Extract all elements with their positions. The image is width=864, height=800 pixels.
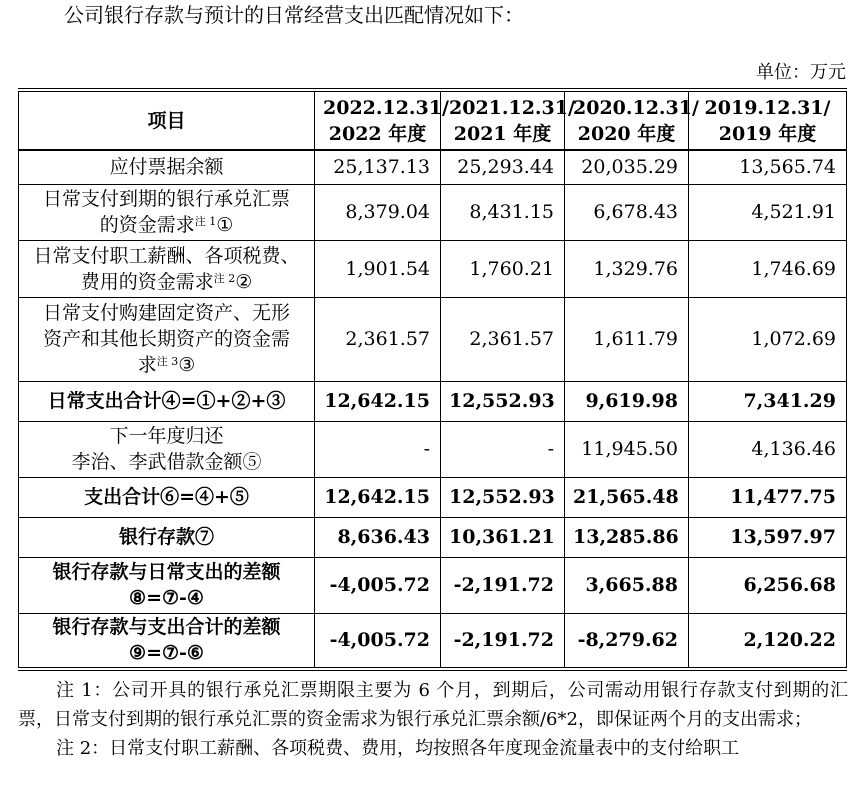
cell-value: 12,552.93 (441, 381, 565, 421)
row-label: 银行存款⑦ (19, 517, 315, 557)
intro-text: 公司银行存款与预计的日常经营支出匹配情况如下： (64, 3, 524, 27)
cell-value: 1,760.21 (441, 240, 565, 297)
cell-value: 11,477.75 (689, 477, 847, 517)
header-item: 项目 (19, 90, 315, 150)
cell-value: 12,642.15 (315, 477, 441, 517)
cell-value: - (315, 421, 441, 477)
row-label: 日常支付购建固定资产、无形 资产和其他长期资产的资金需 求$^{注 3}$③ (19, 297, 315, 381)
table-row (19, 150, 847, 184)
cell-value: 4,136.46 (689, 421, 847, 477)
row-label: 支出合计⑥=④+⑤ (19, 477, 315, 517)
cell-value: 12,642.15 (315, 381, 441, 421)
cell-value: -2,191.72 (441, 613, 565, 669)
row-label: 下一年度归还 李治、李武借款金额⑤ (19, 421, 315, 477)
table-row (19, 297, 847, 381)
header-2021: 2021.12.31/ 2021 年度 (441, 90, 565, 150)
cell-value: 7,341.29 (689, 381, 847, 421)
cell-value: 2,120.22 (689, 613, 847, 669)
cell-value: 2,361.57 (441, 297, 565, 381)
table-row (19, 381, 847, 421)
cell-value: 13,285.86 (565, 517, 689, 557)
row-label: 银行存款与支出合计的差额 ⑨=⑦-⑥ (19, 613, 315, 669)
cell-value: 8,431.15 (441, 184, 565, 240)
table-row (19, 184, 847, 240)
cell-value: -8,279.62 (565, 613, 689, 669)
cell-value: 8,379.04 (315, 184, 441, 240)
cell-value: 6,678.43 (565, 184, 689, 240)
table-row (19, 477, 847, 517)
cell-value: 25,137.13 (315, 150, 441, 184)
table-row (19, 240, 847, 297)
cell-value: 1,611.79 (565, 297, 689, 381)
cell-value: -4,005.72 (315, 613, 441, 669)
footnote-2: 注 2：日常支付职工薪酬、各项税费、费用，均按照各年度现金流量表中的支付给职工 (56, 738, 740, 759)
cell-value: 1,329.76 (565, 240, 689, 297)
cash-expense-table (18, 88, 847, 671)
cell-value: 13,565.74 (689, 150, 847, 184)
cell-value: 1,901.54 (315, 240, 441, 297)
row-label: 银行存款与日常支出的差额 ⑧=⑦-④ (19, 557, 315, 613)
footnotes (18, 676, 848, 763)
table-row (19, 557, 847, 613)
cell-value: 12,552.93 (441, 477, 565, 517)
header-2019: 2019.12.31/ 2019 年度 (689, 90, 847, 150)
cell-value: 8,636.43 (315, 517, 441, 557)
row-label: 日常支付职工薪酬、各项税费、 费用的资金需求$^{注 2}$② (19, 240, 315, 297)
row-label: 日常支付到期的银行承兑汇票 的资金需求$^{注 1}$① (19, 184, 315, 240)
unit-label: 单位：万元 (756, 62, 846, 83)
cell-value: 6,256.68 (689, 557, 847, 613)
table-row (19, 613, 847, 669)
cell-value: - (441, 421, 565, 477)
table-row (19, 517, 847, 557)
cell-value: 11,945.50 (565, 421, 689, 477)
cell-value: 2,361.57 (315, 297, 441, 381)
table-header-row (19, 90, 847, 150)
cell-value: 21,565.48 (565, 477, 689, 517)
cell-value: 1,072.69 (689, 297, 847, 381)
cell-value: 1,746.69 (689, 240, 847, 297)
cell-value: 10,361.21 (441, 517, 565, 557)
cell-value: 4,521.91 (689, 184, 847, 240)
table-row (19, 421, 847, 477)
cell-value: 3,665.88 (565, 557, 689, 613)
header-2022: 2022.12.31/ 2022 年度 (315, 90, 441, 150)
cell-value: 25,293.44 (441, 150, 565, 184)
cell-value: -4,005.72 (315, 557, 441, 613)
row-label: 日常支出合计④=①+②+③ (19, 381, 315, 421)
cell-value: 13,597.97 (689, 517, 847, 557)
header-2020: 2020.12.31/ 2020 年度 (565, 90, 689, 150)
cell-value: 20,035.29 (565, 150, 689, 184)
row-label: 应付票据余额 (19, 150, 315, 184)
cell-value: 9,619.98 (565, 381, 689, 421)
cell-value: -2,191.72 (441, 557, 565, 613)
footnote-1: 注 1：公司开具的银行承兑汇票期限主要为 6 个月，到期后，公司需动用银行存款支付到期的汇票，日常支付到期的银行承兑汇票的资金需求为银行承兑汇票余额/6*2，即保证两个月的支出需求； (18, 680, 848, 730)
